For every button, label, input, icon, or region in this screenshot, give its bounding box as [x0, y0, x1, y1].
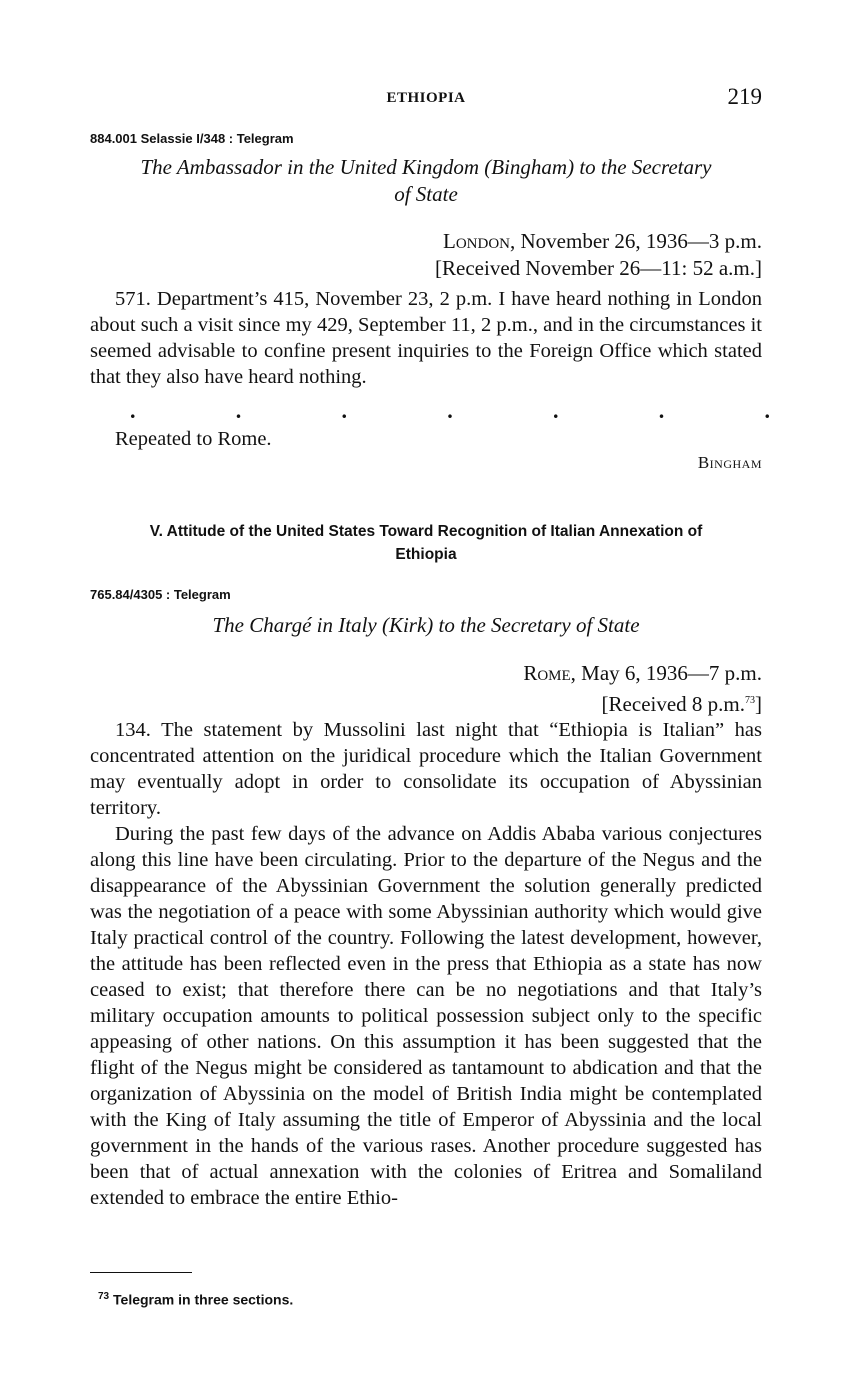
footnote-marker: 73 — [98, 1291, 110, 1302]
doc2-paragraph-1: 134. The statement by Mussolini last night that “Ethiopia is Italian” has concentrated attention on the juridical procedure which the Italian Government may eventually adopt in order to consolidate its occupation of Abyssinian territory. — [90, 719, 762, 819]
doc2-paragraph-2: During the past few days of the advance on Addis Ababa various conjectures along this line have been circulating. Prior to the departure of the Negus and the disappearance of the Abyssinian Government the solution generally predicted was the negotiation of a peace with some Abyssinian authority which would give Italy practical control of the country. Following the latest development, however, the attitude has been reflected even in the press that Ethiopia as a state has now ceased to exist; that therefore there can be no negotiations and that Italy’s military occupation amounts to political possession subject only to the specific appeasing of other nations. On this assumption it has been suggested that the flight of the Negus might be considered as tantamount to abdication and that the organization of Abyssinia on the model of British India might be contemplated with the King of Italy assuming the title of Emperor of Abyssinia and the local government in the hands of the various rases. Another procedure suggested has been that of actual annexation with the colonies of Eritrea and Somaliland extended to embrace the entire Ethio- — [90, 823, 762, 1209]
ellipsis-dot: . — [764, 398, 770, 423]
ellipsis-dot: . — [235, 398, 242, 423]
ellipsis-row — [130, 398, 770, 424]
doc2-date-line — [523, 660, 762, 687]
ellipsis-dot: . — [130, 398, 136, 423]
doc1-place: London, — [443, 229, 516, 253]
footnote-rule — [90, 1272, 192, 1273]
doc2-place: Rome, — [523, 661, 576, 685]
footnote-ref: 73 — [745, 695, 755, 706]
doc1-title-line1: The Ambassador in the United Kingdom (Bingham) to the Secretary — [140, 155, 712, 179]
ellipsis-dot: . — [658, 398, 665, 423]
ellipsis-dot: . — [553, 398, 559, 423]
doc1-repeated: Repeated to Rome. — [115, 428, 272, 450]
doc2-received — [523, 687, 762, 718]
doc1-signature: Bingham — [697, 453, 762, 472]
doc2-received-close: ] — [755, 692, 762, 716]
doc1-title-line2: of State — [394, 182, 458, 206]
ellipsis-dot: . — [341, 398, 347, 423]
doc1-date: November 26, 1936—3 p.m. — [515, 229, 762, 253]
ellipsis-dot: . — [447, 398, 453, 423]
doc1-received: [Received November 26—11: 52 a.m.] — [435, 256, 762, 280]
doc2-date: May 6, 1936—7 p.m. — [575, 661, 762, 685]
doc2-title: The Chargé in Italy (Kirk) to the Secretary of State — [212, 613, 640, 637]
doc1-file-reference: 884.001 Selassie I/348 : Telegram — [90, 131, 294, 146]
doc1-dateline — [435, 228, 762, 282]
section-heading-line2: Ethiopia — [395, 546, 457, 563]
doc2-received-text: [Received 8 p.m. — [601, 692, 745, 716]
doc1-paragraph: 571. Department’s 415, November 23, 2 p.m. I have heard nothing in London about such a visit since my 429, September 11, 2 p.m., and in the circumstances it seemed advisable to confine present inquiries to the Foreign Office which stated that they also have heard nothing. — [90, 288, 762, 388]
running-head — [90, 84, 762, 114]
footnote-text: Telegram in three sections. — [109, 1291, 294, 1308]
doc1-title — [90, 154, 762, 208]
doc2-dateline — [523, 660, 762, 718]
section-heading — [90, 520, 762, 566]
running-head-title: ETHIOPIA — [386, 90, 466, 106]
doc2-file-reference: 765.84/4305 : Telegram — [90, 587, 231, 602]
doc1-date-line — [435, 228, 762, 255]
section-heading-line1: V. Attitude of the United States Toward Recognition of Italian Annexation of — [149, 523, 703, 540]
page-number: 219 — [727, 84, 762, 109]
footnote — [98, 1291, 293, 1308]
